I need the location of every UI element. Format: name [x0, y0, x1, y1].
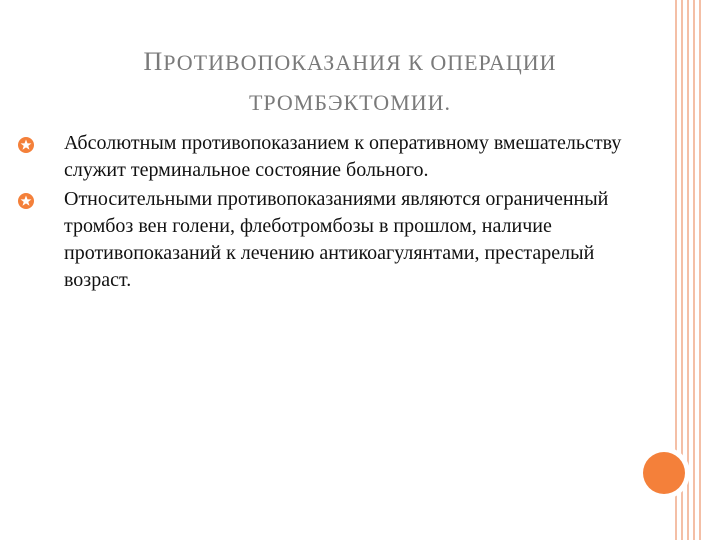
- frame-line: [699, 0, 701, 540]
- slide-title: [90, 40, 610, 122]
- frame-line: [687, 0, 689, 540]
- star-bullet-icon: [18, 193, 34, 209]
- bullet-text: Относительными противопоказаниями являются ограниченный тромбоз вен голени, флеботромбозы в прошлом, наличие противопоказаний к лечению антикоагулянтами, престарелый возраст.: [64, 188, 609, 291]
- title-line-2: [90, 84, 610, 121]
- frame-line: [693, 0, 695, 540]
- title-dot: .: [444, 90, 452, 116]
- star-bullet-icon: [18, 137, 34, 153]
- decorative-circle-dot: [643, 452, 685, 494]
- title-line-1-text: РОТИВОПОКАЗАНИЯ К ОПЕРАЦИИ: [163, 50, 557, 75]
- bullet-list: [18, 130, 638, 296]
- title-line-1: [90, 40, 610, 84]
- bullet-item: [18, 130, 638, 184]
- title-line-2-text: ТРОМБЭКТОМИИ: [248, 90, 445, 116]
- bullet-item: [18, 186, 638, 294]
- bullet-text: Абсолютным противопоказанием к оперативному вмешательству служит терминальное состояние больного.: [64, 132, 622, 181]
- title-first-letter: П: [143, 47, 164, 76]
